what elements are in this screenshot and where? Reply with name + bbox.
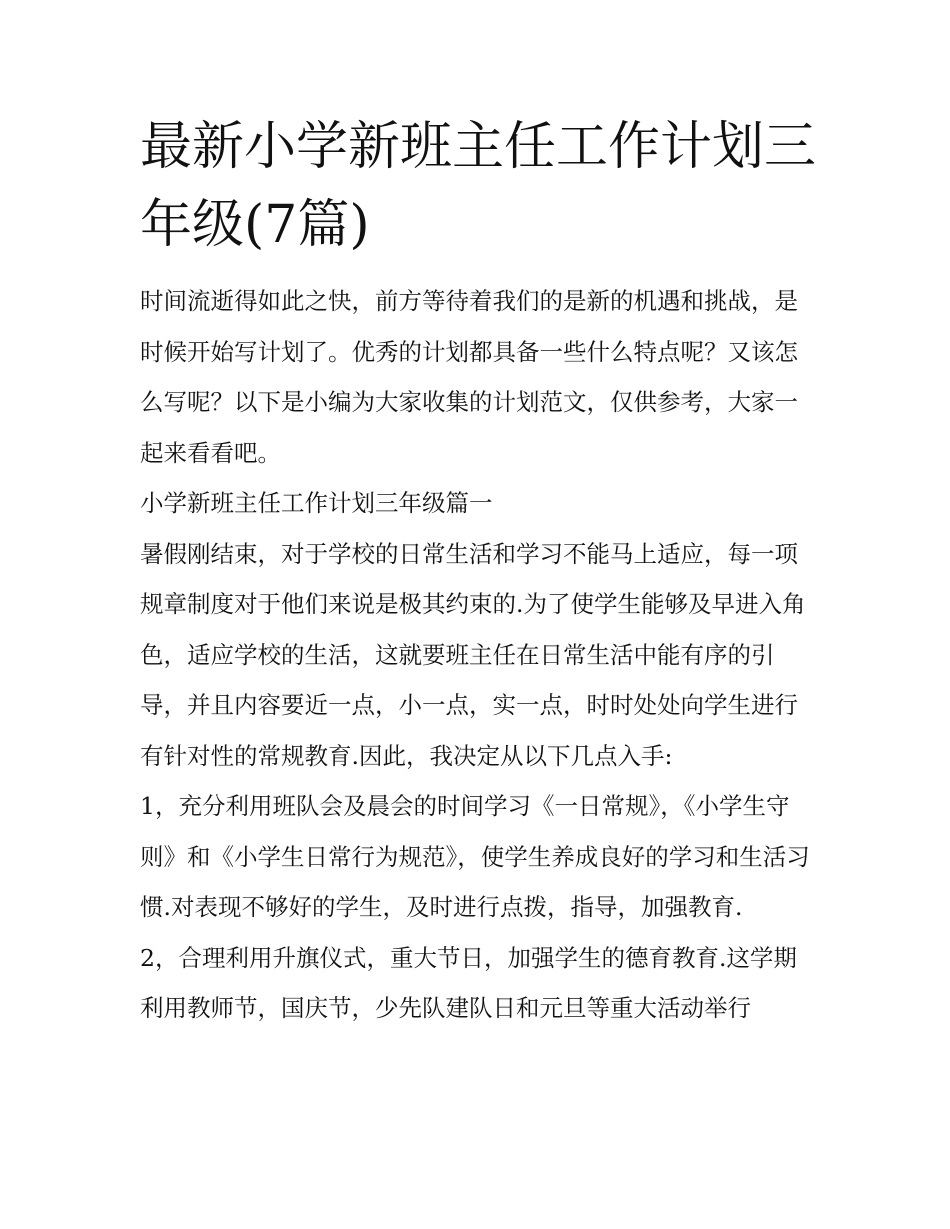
document-title: 最新小学新班主任工作计划三年级(7篇) — [140, 117, 817, 255]
document-body — [140, 276, 820, 1034]
body-paragraph: 2，合理利用升旗仪式，重大节日，加强学生的德育教育.这学期利用教师节，国庆节，少先队建队日和元旦等重大活动举行 — [140, 943, 797, 1022]
body-paragraph: 1，充分利用班队会及晨会的时间学习《一日常规》，《小学生守则》和《小学生日常行为规范》，使学生养成良好的学习和生活习惯.对表现不够好的学生，及时进行点拨，指导，加强教育. — [140, 792, 810, 921]
intro-paragraph: 时间流逝得如此之快，前方等待着我们的是新的机遇和挑战，是时候开始写计划了。优秀的计划都具备一些什么特点呢？又该怎么写呢？以下是小编为大家收集的计划范文，仅供参考，大家一起来看看吧。 — [140, 287, 798, 467]
body-paragraph: 暑假刚结束，对于学校的日常生活和学习不能马上适应，每一项规章制度对于他们来说是极其约束的.为了使学生能够及早进入角色，适应学校的生活，这就要班主任在日常生活中能有序的引导，并且内容要近一点，小一点，实一点，时时处处向学生进行有针对性的常规教育.因此，我决定从以下几点入手: — [140, 539, 806, 770]
section-heading: 小学新班主任工作计划三年级篇一 — [140, 489, 493, 517]
